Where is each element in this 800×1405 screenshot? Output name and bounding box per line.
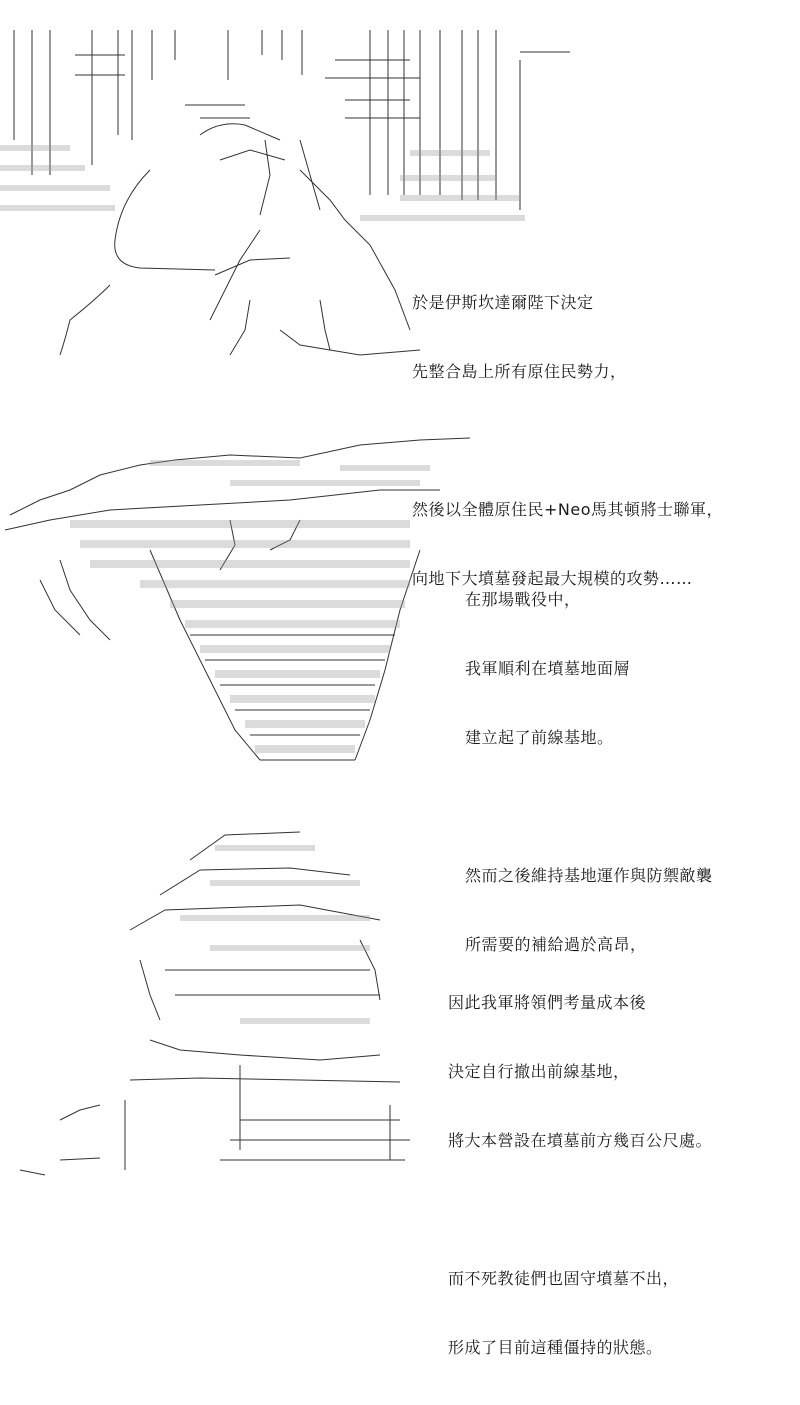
caption-3-line-2: 決定自行撤出前線基地， <box>448 1062 630 1081</box>
panel-3 <box>0 800 800 1357</box>
caption-3 <box>448 945 712 1405</box>
caption-3-line-3: 將大本營設在墳墓前方幾百公尺處。 <box>448 1131 713 1150</box>
caption-2-line-2: 我軍順利在墳墓地面層 <box>465 659 631 678</box>
ascii-art-camp-fortification <box>0 820 440 1180</box>
caption-1-line-1: 於是伊斯坎達爾陛下決定 <box>412 293 594 312</box>
panel-1 <box>0 0 800 588</box>
caption-2-line-4: 然而之後維持基地運作與防禦敵襲 <box>465 866 713 885</box>
caption-1-line-3: 然後以全體原住民+Neo馬其頓將士聯軍， <box>412 500 724 519</box>
caption-2-line-1: 在那場戰役中， <box>465 590 581 609</box>
caption-1-line-2: 先整合島上所有原住民勢力， <box>412 362 627 381</box>
caption-3-line-1: 因此我軍將領們考量成本後 <box>448 993 647 1012</box>
ascii-art-floating-island <box>0 420 500 800</box>
panel-2 <box>0 400 800 954</box>
caption-3-line-5: 形成了目前這種僵持的狀態。 <box>448 1338 663 1357</box>
caption-1-line-4: 向地下大墳墓發起最大規模的攻勢…… <box>412 569 693 588</box>
caption-3-line-4: 而不死教徒們也固守墳墓不出， <box>448 1269 680 1288</box>
caption-2-line-3: 建立起了前線基地。 <box>465 728 614 747</box>
caption-2-line-5: 所需要的補給過於高昂， <box>465 935 647 954</box>
